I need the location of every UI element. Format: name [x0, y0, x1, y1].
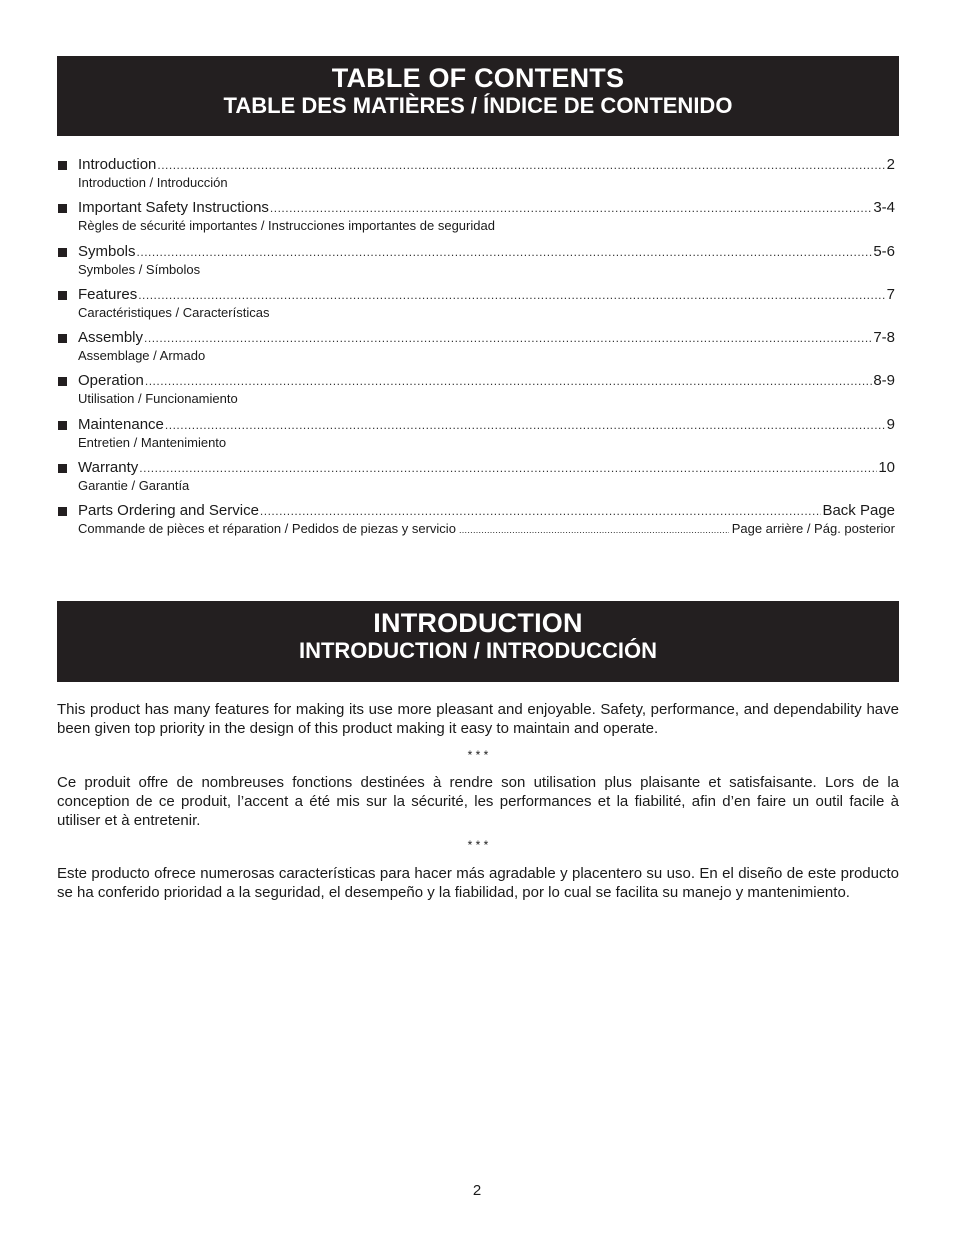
- toc-entry-label: Important Safety Instructions: [78, 199, 269, 217]
- toc-entry-sub-page: Page arrière / Pág. posterior: [731, 521, 895, 537]
- intro-banner: [57, 601, 899, 682]
- toc-entry-page: 8-9: [873, 372, 895, 390]
- toc-entry-subtitle: Utilisation / Funcionamiento: [78, 391, 238, 407]
- toc-title: TABLE OF CONTENTS: [331, 63, 625, 93]
- toc-entry-parts-ordering[interactable]: [57, 501, 895, 544]
- toc-entry-page: 7-8: [873, 329, 895, 347]
- toc-entry-symbols[interactable]: [57, 242, 895, 285]
- separator: * * *: [467, 838, 489, 852]
- toc-entry-subtitle: Règles de sécurité importantes / Instrucciones importantes de seguridad: [78, 218, 495, 234]
- toc-entry-assembly[interactable]: [57, 328, 895, 371]
- toc-entry-subtitle: Caractéristiques / Características: [78, 304, 270, 320]
- toc-entry-subtitle: Garantie / Garantía: [78, 478, 190, 494]
- toc-entry-label: Symbols: [78, 242, 136, 260]
- toc-subtitle: TABLE DES MATIÈRES / ÍNDICE DE CONTENIDO: [223, 93, 733, 118]
- intro-paragraph-french: Ce produit offre de nombreuses fonctions destinées à rendre son utilisation plus plaisante et satisfaisante. Lors de la conception de ce produit, l’accent a été mis sur la sécurité, les performances et la fiabilité, afin d’en faire un outil facile à utiliser et à entretenir.: [57, 774, 899, 829]
- square-bullet-icon: [58, 204, 67, 213]
- toc-entry-page: 9: [886, 415, 895, 433]
- toc-entry-label: Warranty: [78, 459, 139, 477]
- toc-entry-page: 3-4: [873, 199, 895, 217]
- square-bullet-icon: [58, 421, 67, 430]
- toc-list: [57, 155, 895, 545]
- toc-entry-page: 2: [886, 156, 895, 173]
- toc-entry-page: 5-6: [873, 242, 895, 260]
- toc-entry-label: Features: [78, 285, 138, 303]
- toc-entry-label: Operation: [78, 372, 144, 390]
- toc-entry-label: Maintenance: [78, 415, 164, 433]
- square-bullet-icon: [58, 334, 67, 343]
- intro-subtitle: INTRODUCTION / INTRODUCCIÓN: [298, 638, 658, 663]
- intro-paragraph-spanish: Este producto ofrece numerosas características para hacer más agradable y placentero su uso. En el diseño de este producto se ha conferido prioridad a la seguridad, el desempeño y la fiabilidad, por lo cual se facilita su manejo y mantenimiento.: [57, 865, 899, 901]
- toc-entry-page: Back Page: [822, 502, 895, 520]
- toc-entry-features[interactable]: [57, 285, 895, 328]
- toc-entry-warranty[interactable]: [57, 458, 895, 501]
- toc-entry-page: 10: [878, 459, 895, 477]
- toc-entry-maintenance[interactable]: [57, 415, 895, 458]
- toc-entry-subtitle: Symboles / Símbolos: [78, 261, 201, 277]
- toc-entry-page: 7: [886, 285, 895, 303]
- toc-entry-subtitle: Introduction / Introducción: [78, 175, 228, 190]
- toc-entry-safety[interactable]: [57, 198, 895, 241]
- page-number: 2: [472, 1182, 482, 1199]
- toc-entry-label: Introduction: [78, 156, 157, 173]
- toc-entry-subtitle: Commande de pièces et réparation / Pedidos de piezas y servicio: [78, 521, 456, 537]
- toc-entry-label: Assembly: [78, 329, 144, 347]
- square-bullet-icon: [58, 291, 67, 300]
- intro-paragraph-english: This product has many features for making its use more pleasant and enjoyable. Safety, performance, and dependability have been given top priority in the design of this product making it easy to maintain and operate.: [57, 701, 899, 737]
- separator: * * *: [467, 748, 489, 762]
- toc-entry-subtitle: Entretien / Mantenimiento: [78, 434, 227, 450]
- square-bullet-icon: [58, 377, 67, 386]
- square-bullet-icon: [58, 507, 67, 516]
- toc-banner: [57, 56, 899, 136]
- toc-entry-label: Parts Ordering and Service: [78, 502, 259, 520]
- toc-entry-introduction[interactable]: [57, 155, 895, 198]
- square-bullet-icon: [58, 464, 67, 473]
- square-bullet-icon: [58, 161, 67, 170]
- toc-entry-operation[interactable]: [57, 371, 895, 414]
- intro-title: INTRODUCTION: [373, 608, 583, 638]
- square-bullet-icon: [58, 248, 67, 257]
- toc-entry-subtitle: Assemblage / Armado: [78, 348, 206, 364]
